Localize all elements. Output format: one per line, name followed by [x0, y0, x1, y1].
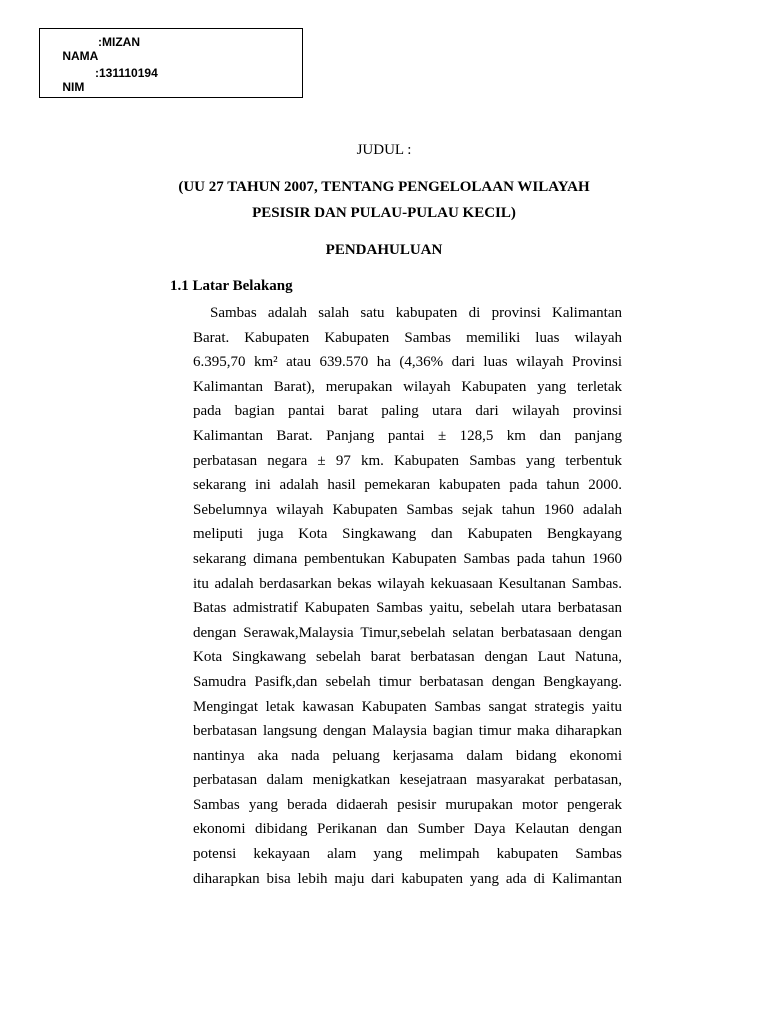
paragraph-line: Samudra Pasifk,dan sebelah timur berbatasan dengan Bengkayang. — [193, 673, 622, 690]
paragraph-line: pada bagian pantai barat paling utara dari wilayah provinsi — [193, 403, 622, 420]
paragraph-line: meliputi juga Kota Singkawang dan Kabupaten Bengkayang — [193, 526, 622, 543]
paragraph-line: berbatasan langsung dengan Malaysia bagian timur maka diharapkan — [193, 723, 622, 740]
paragraph-line: 6.395,70 km² atau 639.570 ha (4,36% dari luas wilayah Provinsi — [193, 354, 622, 371]
nama-label: NAMA — [62, 49, 99, 63]
document-title-line-2: PESISIR DAN PULAU-PULAU KECIL) — [252, 205, 516, 221]
paragraph-line: Kota Singkawang sebelah barat berbatasan dengan Laut Natuna, — [193, 649, 622, 666]
nim-value: :131110194 — [95, 66, 158, 80]
paragraph-line: ekonomi dibidang Perikanan dan Sumber Daya Kelautan dengan — [193, 821, 622, 838]
paragraph-line: Sebelumnya wilayah Kabupaten Sambas sejak tahun 1960 adalah — [193, 501, 622, 518]
student-info-box — [39, 28, 303, 98]
paragraph-line: Batas admistratif Kabupaten Sambas yaitu, sebelah utara berbatasan — [193, 600, 622, 617]
body-paragraph — [193, 301, 622, 891]
paragraph-line: Kalimantan Barat), merupakan wilayah Kabupaten yang terletak — [193, 378, 622, 395]
paragraph-line: nantinya aka nada peluang kerjasama dalam bidang ekonomi — [193, 747, 622, 764]
paragraph-line: Sambas adalah salah satu kabupaten di provinsi Kalimantan — [210, 305, 622, 321]
paragraph-line: dengan Serawak,Malaysia Timur,sebelah selatan berbatasaan dengan — [193, 624, 622, 641]
paragraph-line: potensi kekayaan alam yang melimpah kabupaten Sambas — [193, 846, 622, 863]
nama-value: :MIZAN — [98, 35, 140, 49]
paragraph-line: sekarang dimana pembentukan Kabupaten Sambas pada tahun 1960 — [193, 550, 622, 567]
paragraph-line: Barat. Kabupaten Kabupaten Sambas memiliki luas wilayah — [193, 329, 622, 346]
paragraph-line: Kalimantan Barat. Panjang pantai ± 128,5 km dan panjang — [193, 427, 622, 444]
paragraph-line: perbatasan dalam menigkatkan kesejatraan masyarakat perbatasan, — [193, 772, 622, 789]
paragraph-line: diharapkan bisa lebih maju dari kabupaten yang ada di Kalimantan — [193, 870, 622, 887]
paragraph-line: Sambas yang berada didaerah pesisir murupakan motor pengerak — [193, 796, 622, 813]
chapter-heading: PENDAHULUAN — [325, 242, 443, 258]
paragraph-line: itu adalah berdasarkan bekas wilayah kekuasaan Kesultanan Sambas. — [193, 575, 622, 592]
paragraph-line: perbatasan negara ± 97 km. Kabupaten Sambas yang terbentuk — [193, 452, 622, 469]
nim-row — [49, 66, 158, 122]
judul-label: JUDUL : — [356, 142, 412, 158]
paragraph-line: Mengingat letak kawasan Kabupaten Sambas sangat strategis yaitu — [193, 698, 622, 715]
nim-label: NIM — [62, 80, 85, 94]
paragraph-line: sekarang ini adalah hasil pemekaran kabupaten pada tahun 2000. — [193, 477, 622, 494]
document-title-line-1: (UU 27 TAHUN 2007, TENTANG PENGELOLAAN WILAYAH — [178, 179, 590, 195]
section-heading: 1.1 Latar Belakang — [170, 278, 293, 294]
